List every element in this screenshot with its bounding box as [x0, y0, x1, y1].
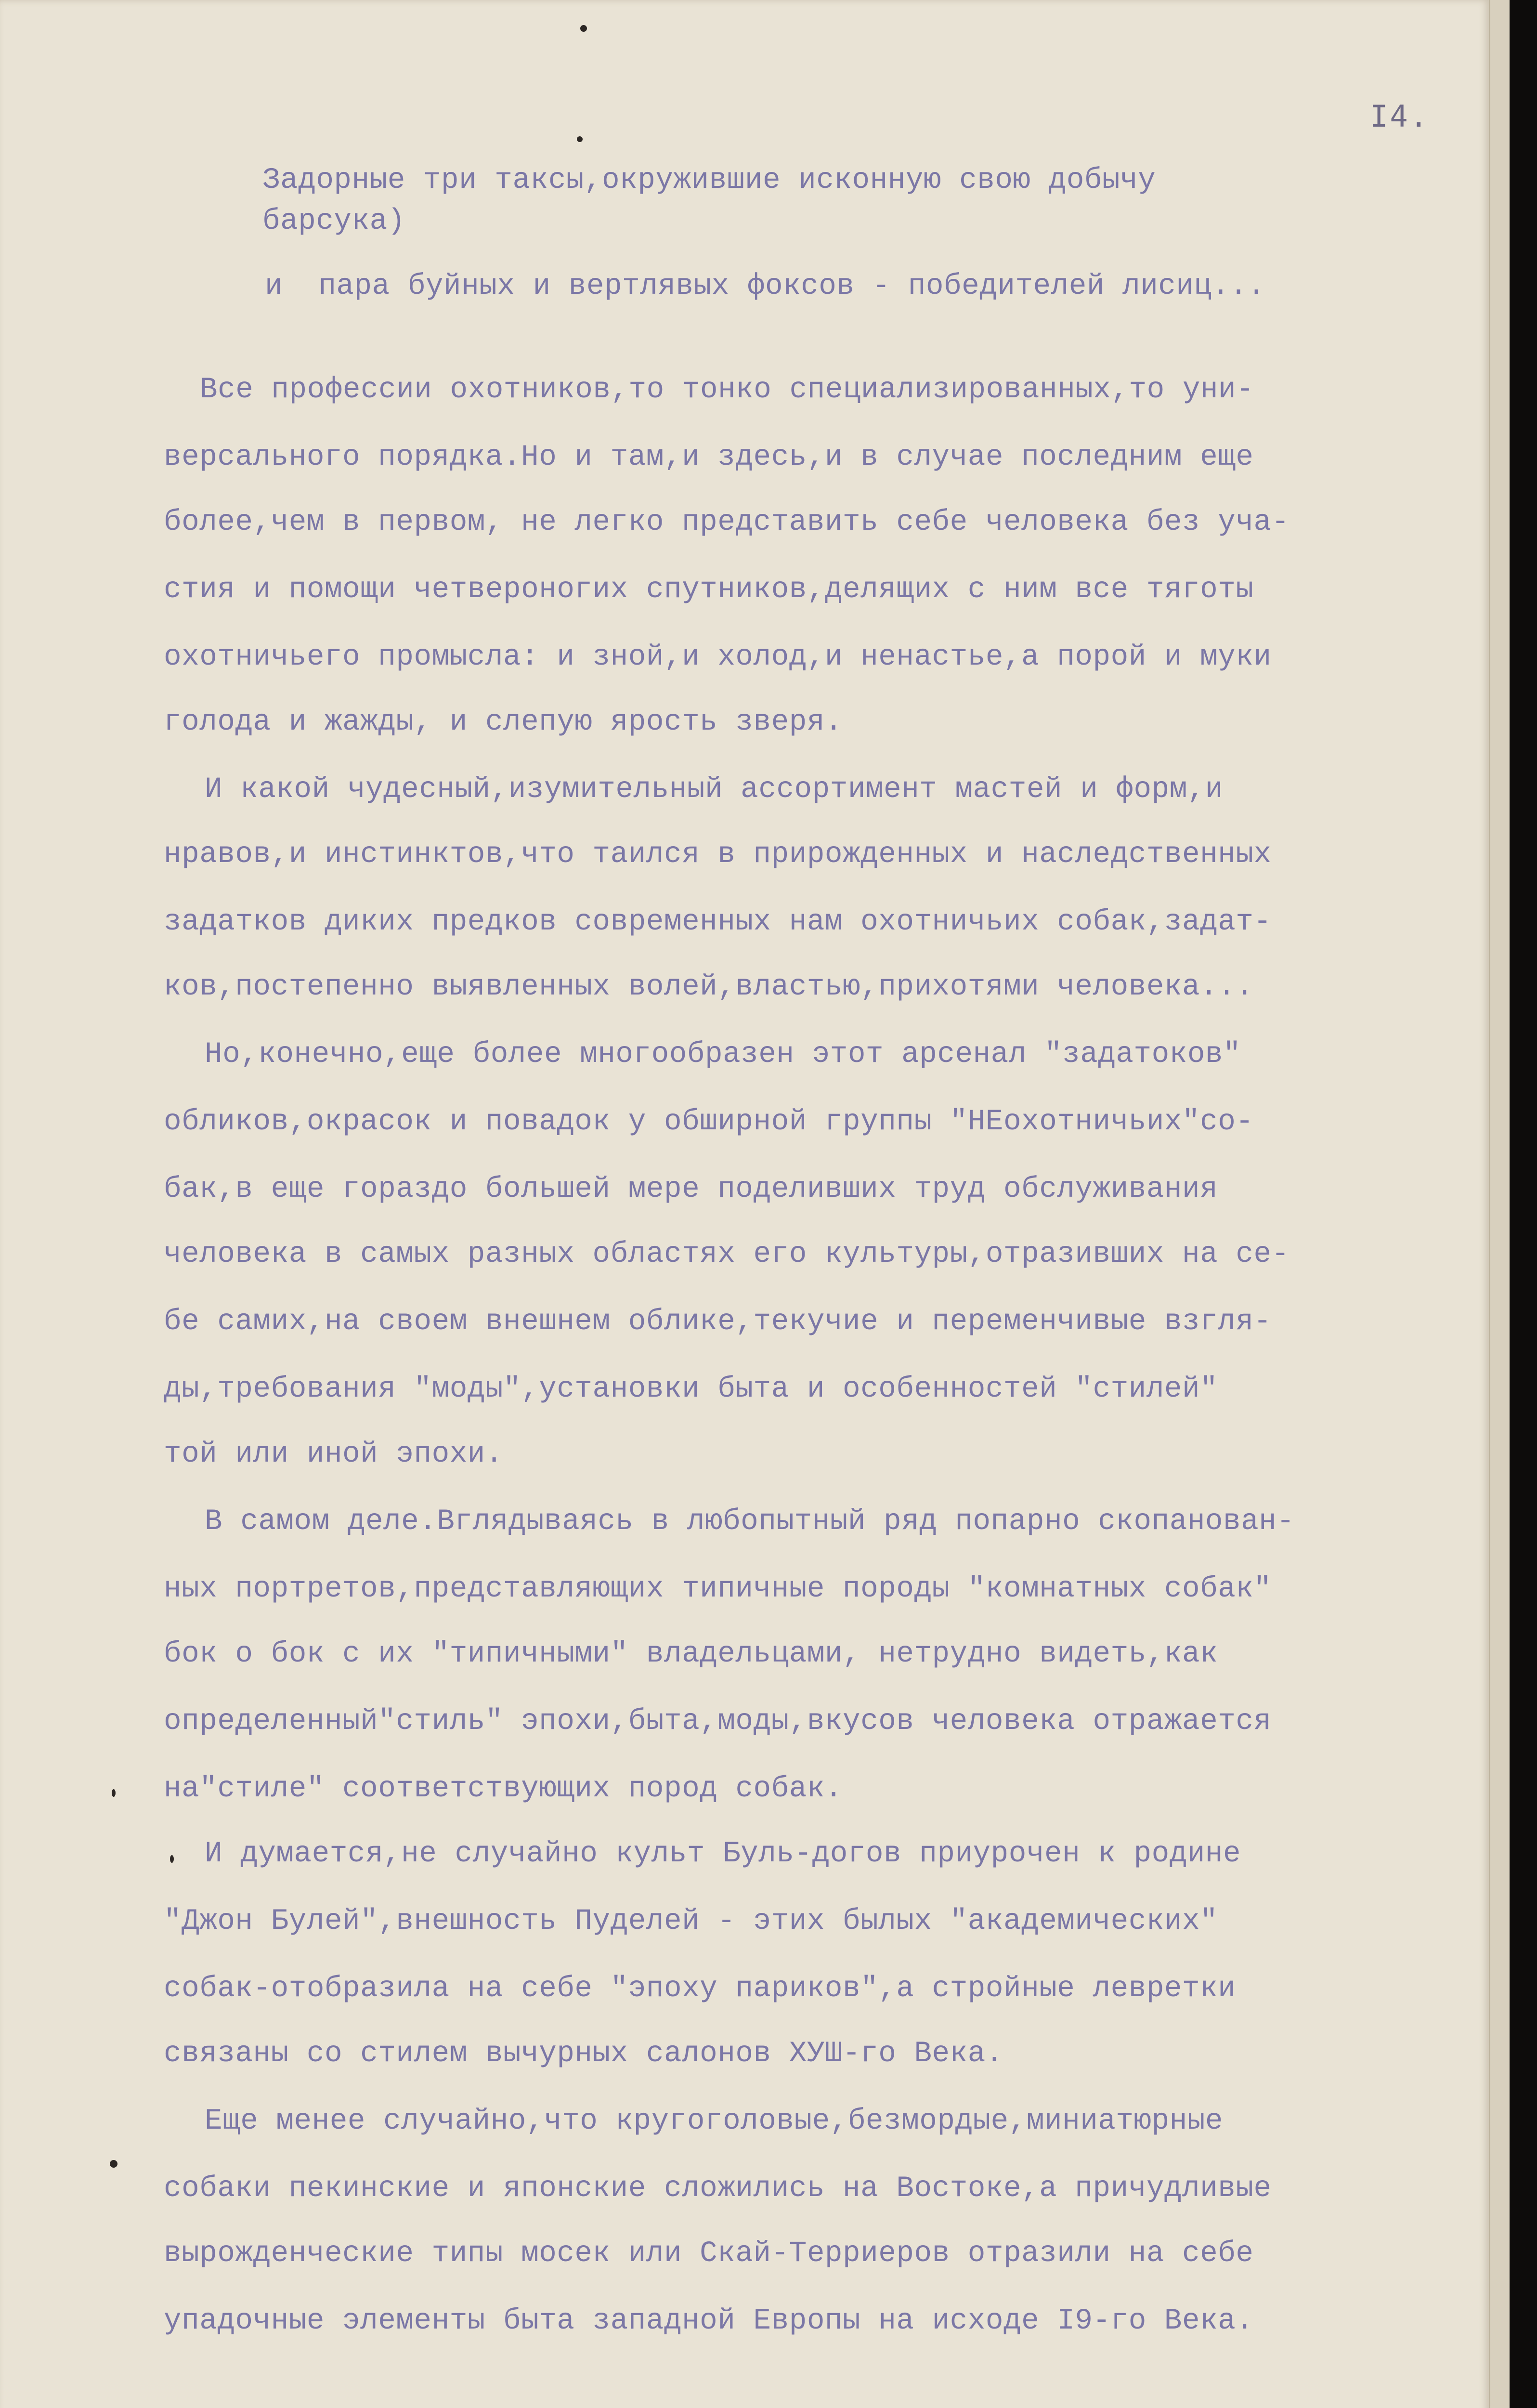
paper-speck	[112, 1789, 116, 1797]
paper-speck	[110, 2160, 117, 2168]
text-line: собак-отобразила на себе "эпоху париков",а стройные левретки	[164, 1972, 1236, 2005]
text-line: задатков диких предков современных нам охотничьих собак,задат-	[164, 905, 1272, 939]
text-line: И думается,не случайно культ Буль-догов приурочен к родине	[205, 1837, 1241, 1871]
text-line: версального порядка.Но и там,и здесь,и в случае последним еще	[164, 441, 1254, 474]
text-line: ков,постепенно выявленных волей,властью,прихотями человека...	[164, 970, 1254, 1004]
text-line: более,чем в первом, не легко представить себе человека без уча-	[164, 506, 1290, 539]
paper-speck	[170, 1855, 174, 1863]
text-line: ды,требования "моды",установки быта и особенностей "стилей"	[164, 1373, 1218, 1406]
text-line: нравов,и инстинктов,что таился в прирожденных и наследственных	[164, 838, 1272, 871]
text-line: бе самих,на своем внешнем облике,текучие и переменчивые взгля-	[164, 1305, 1272, 1338]
text-line: на"стиле" соответствующих пород собак.	[164, 1772, 843, 1806]
text-line: голода и жажды, и слепую ярость зверя.	[164, 706, 843, 739]
text-line: бак,в еще гораздо большей мере поделивших труд обслуживания	[164, 1173, 1218, 1206]
text-line: и пара буйных и вертлявых фоксов - победителей лисиц...	[265, 270, 1265, 303]
text-line: той или иной эпохи.	[164, 1438, 504, 1471]
text-line: ных портретов,представляющих типичные породы "комнатных собак"	[164, 1572, 1272, 1606]
text-line: определенный"стиль" эпохи,быта,моды,вкусов человека отражается	[164, 1705, 1272, 1738]
text-line: связаны со стилем вычурных салонов ХУШ-го Века.	[164, 2037, 1003, 2070]
text-line: барсука)	[262, 205, 405, 238]
text-line: Все профессии охотников,то тонко специализированных,то уни-	[200, 373, 1254, 406]
page-edge	[1489, 0, 1510, 2408]
page-number: I4.	[1370, 99, 1430, 134]
text-line: охотничьего промысла: и зной,и холод,и ненастье,а порой и муки	[164, 641, 1272, 674]
text-line: Еще менее случайно,что кругоголовые,безмордые,миниатюрные	[205, 2105, 1224, 2138]
text-line: вырожденческие типы мосек или Скай-Терриеров отразили на себе	[164, 2237, 1254, 2270]
text-line: И какой чудесный,изумительный ассортимент мастей и форм,и	[205, 773, 1224, 806]
text-line: стия и помощи четвероногих спутников,делящих с ним все тяготы	[164, 573, 1254, 606]
text-line: собаки пекинские и японские сложились на Востоке,а причудливые	[164, 2172, 1272, 2205]
paper-speck	[580, 25, 587, 32]
text-line: упадочные элементы быта западной Европы на исходе I9-го Века.	[164, 2304, 1254, 2338]
text-line: человека в самых разных областях его культуры,отразивших на се-	[164, 1238, 1290, 1271]
text-line: В самом деле.Вглядываясь в любопытный ряд попарно скопанован-	[205, 1505, 1295, 1538]
text-line: Задорные три таксы,окружившие исконную свою добычу	[262, 164, 1156, 197]
text-line: обликов,окрасок и повадок у обширной группы "НЕохотничьих"со-	[164, 1105, 1254, 1139]
text-line: бок о бок с их "типичными" владельцами, нетрудно видеть,как	[164, 1637, 1218, 1671]
paper-speck	[577, 136, 583, 142]
text-line: Но,конечно,еще более многообразен этот арсенал "задатоков"	[205, 1038, 1241, 1071]
text-line: "Джон Булей",внешность Пуделей - этих былых "академических"	[164, 1905, 1218, 1938]
